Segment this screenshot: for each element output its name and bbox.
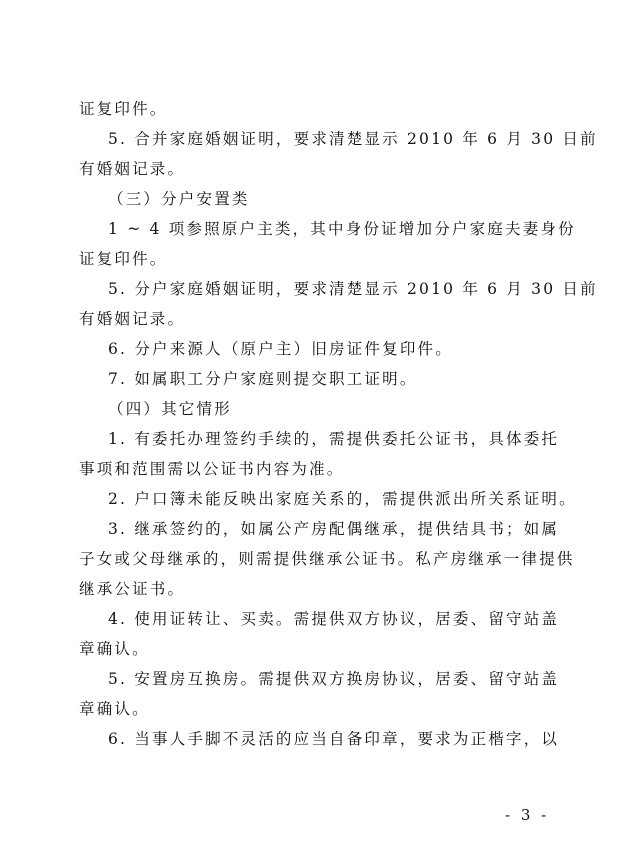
text-line-12: 1. 有委托办理签约手续的，需提供委托公证书，具体委托	[108, 430, 560, 448]
text-line-2: 5. 合并家庭婚姻证明，要求清楚显示 2010 年 6 月 30 日前	[108, 130, 598, 148]
text-line-13: 事项和范围需以公证书内容为准。	[79, 460, 345, 478]
text-line-15: 3. 继承签约的，如属公产房配偶继承，提供结具书；如属	[108, 520, 560, 538]
text-line-8: 有婚姻记录。	[79, 310, 186, 328]
section-heading-other-cases: （四）其它情形	[108, 400, 232, 418]
text-line-17: 继承公证书。	[79, 580, 186, 598]
text-line-22: 6. 当事人手脚不灵活的应当自备印章，要求为正楷字，以	[108, 730, 560, 748]
text-line-7: 5. 分户家庭婚姻证明，要求清楚显示 2010 年 6 月 30 日前	[108, 280, 598, 298]
text-line-20: 5. 安置房互换房。需提供双方换房协议，居委、留守站盖	[108, 670, 560, 688]
text-line-5: 1 ~ 4 项参照原户主类，其中身份证增加分户家庭夫妻身份	[108, 220, 576, 238]
text-line-16: 子女或父母继承的，则需提供继承公证书。私产房继承一律提供	[79, 550, 575, 568]
text-line-10: 7. 如属职工分户家庭则提交职工证明。	[108, 370, 418, 388]
text-line-1: 证复印件。	[79, 100, 168, 118]
text-line-18: 4. 使用证转让、买卖。需提供双方协议，居委、留守站盖	[108, 610, 560, 628]
section-heading-household-split: （三）分户安置类	[108, 190, 250, 208]
text-line-21: 章确认。	[79, 700, 150, 718]
text-line-9: 6. 分户来源人（原户主）旧房证件复印件。	[108, 340, 453, 358]
text-line-19: 章确认。	[79, 640, 150, 658]
text-line-14: 2. 户口簿未能反映出家庭关系的，需提供派出所关系证明。	[108, 490, 577, 508]
page-number: - 3 -	[505, 806, 550, 824]
text-line-3: 有婚姻记录。	[79, 160, 186, 178]
text-line-6: 证复印件。	[79, 250, 168, 268]
